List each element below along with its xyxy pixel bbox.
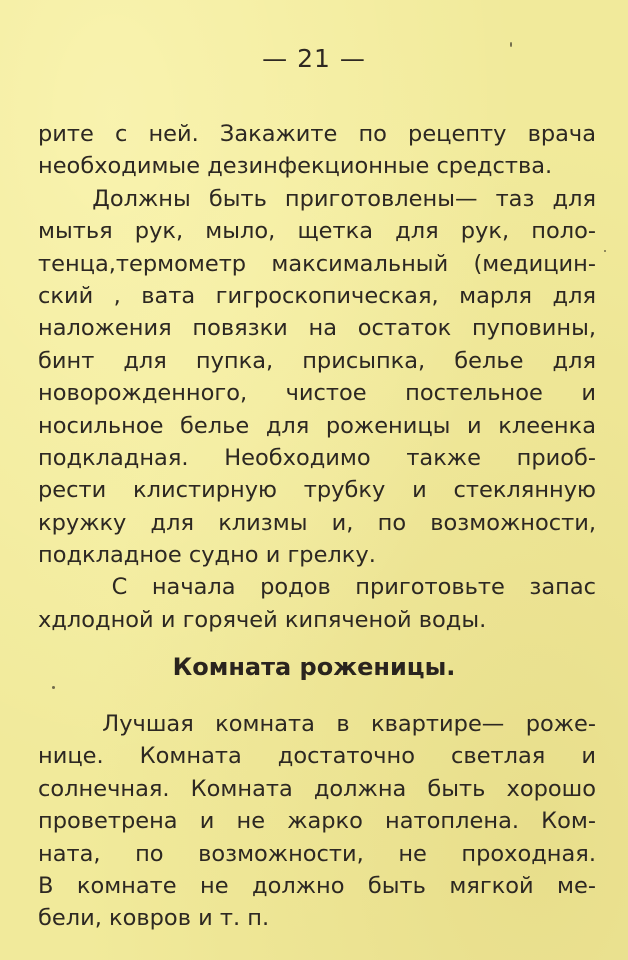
text-line: ната, по возможности, не проходная. [38,840,596,867]
text-line: подкладное судно и грелку. [38,542,376,569]
paper-speck [604,250,606,252]
text-line: наложения повязки на остаток пуповины, [38,315,596,342]
text-line: бинт для пупка, присыпка, белье для [38,347,596,374]
text-line: кружку для клизмы и, по возможности, [38,509,596,536]
section-heading: Комната роженицы. [172,653,456,681]
paper-speck [52,686,55,689]
text-line: бели, ковров и т. п. [38,905,270,932]
text-line: проветрена и не жарко натоплена. Ком- [38,808,596,835]
text-line: рите с ней. Закажите по рецепту врача [38,121,596,147]
text-line: новорожденного, чистое постельное и [38,380,596,407]
text-line: хдлодной и горячей кипяченой воды. [38,606,487,633]
text-line: В комнате не должно быть мягкой ме- [38,872,596,899]
text-line: рести клистирную трубку и стеклянную [38,477,596,504]
page-number: — 21 — [262,44,366,73]
text-line: С начала родов приготовьте запас [38,574,596,601]
text-line: необходимые дезинфекционные средства. [38,153,553,180]
text-line: подкладная. Необходимо также приоб- [38,444,596,471]
text-line: Должны быть приготовлены— таз для [38,185,596,212]
text-line: мытья рук, мыло, щетка для рук, поло- [38,218,596,245]
section-2-text [38,708,596,935]
text-line: тенца,термометр максимальный (медицин- [38,250,596,277]
text-line: носильное белье для роженицы и клеенка [38,412,596,439]
text-line: солнечная. Комната должна быть хорошо [38,775,596,802]
text-line: нице. Комната достаточно светлая и [38,743,596,770]
section-1-text [38,118,596,636]
paper-speck [510,42,512,47]
text-line: Лучшая комната в квартире— роже- [38,711,596,737]
text-line: ский , вата гигроскопическая, марля для [38,282,596,309]
